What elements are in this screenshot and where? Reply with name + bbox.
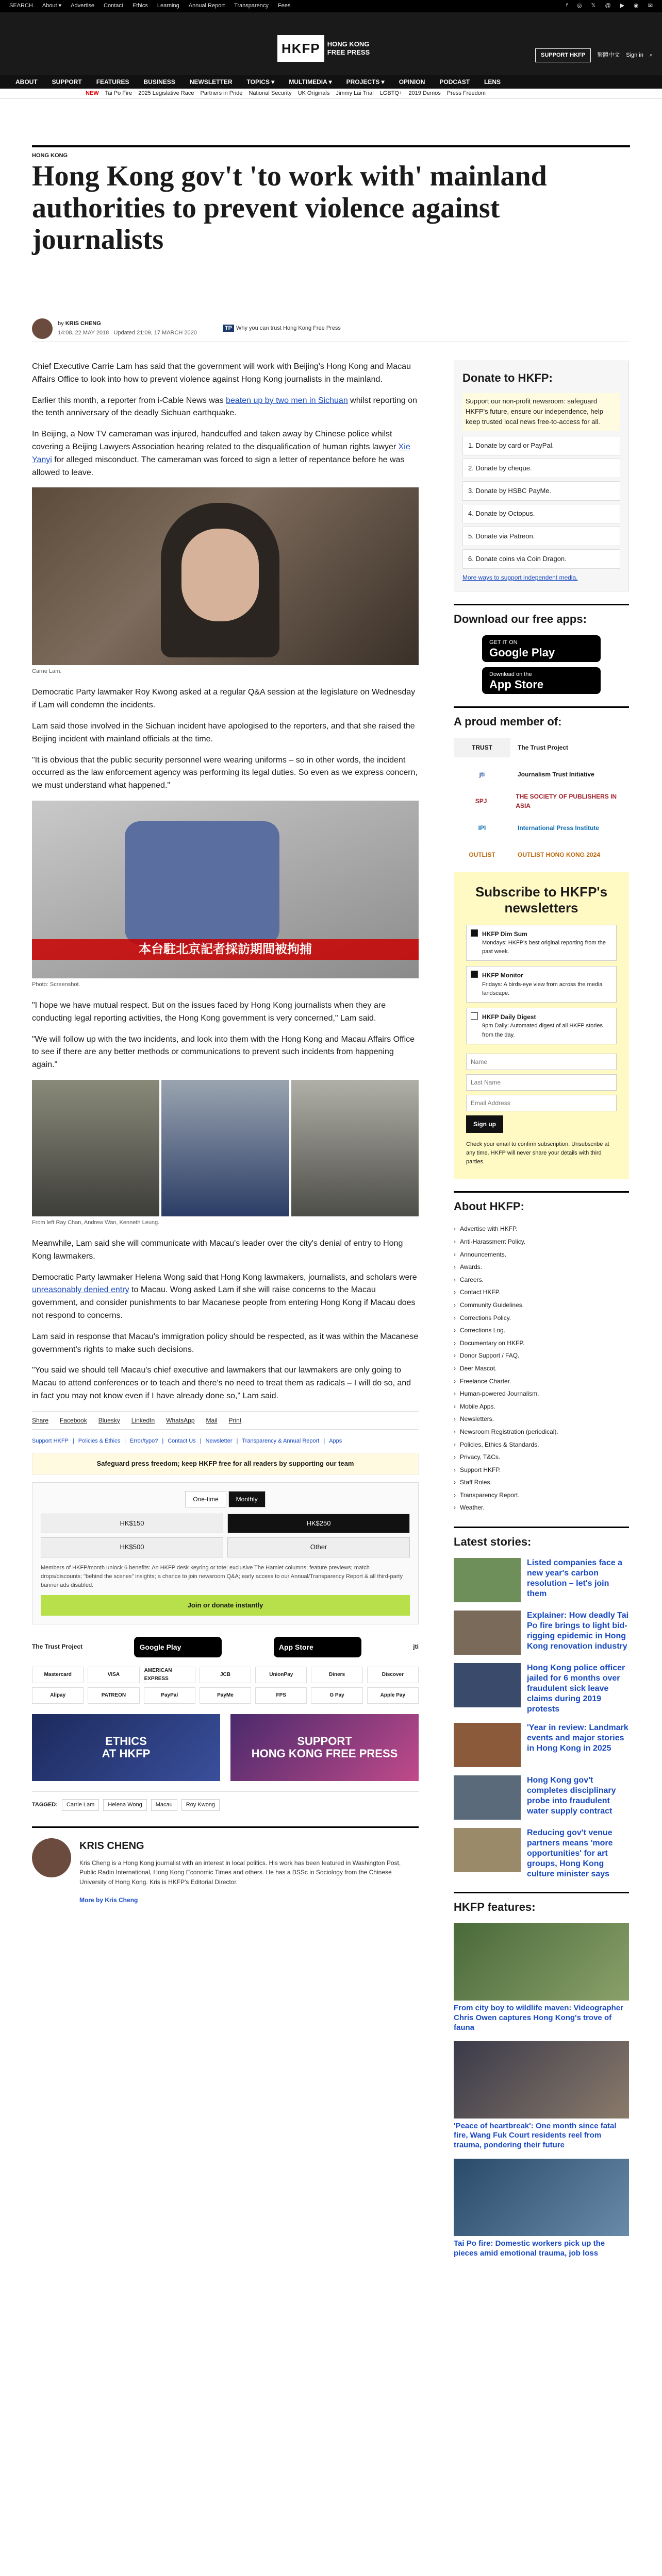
trending-link[interactable]: UK Originals [297,90,330,96]
nav-multimedia[interactable]: MULTIMEDIA ▾ [289,78,332,86]
trending-link[interactable]: 2025 Legislative Race [138,90,194,96]
support-banner[interactable]: SUPPORT HONG KONG FREE PRESS [230,1714,419,1781]
donate-option[interactable]: 6. Donate coins via Coin Dragon. [462,549,620,569]
tags-row: TAGGED: Carrie Lam Helena Wong Macau Roy Kwong [32,1791,419,1811]
latest-heading: Latest stories: [454,1527,629,1551]
paragraph: Earlier this month, a reporter from i-Cable News was beaten up by two men in Sichuan whilst reporting on the tenth anniversary of the deadly Sichuan earthquake. [32,396,418,418]
diners-icon: Diners [311,1667,362,1683]
about-link[interactable]: › Donor Support / FAQ. [454,1349,629,1362]
nav-lens[interactable]: LENS [484,78,501,86]
feature-story[interactable]: Tai Po fire: Domestic workers pick up the pieces amid emotional trauma, job loss [454,2159,629,2259]
story-thumbnail [454,1611,521,1655]
about-heading: About HKFP: [454,1191,629,1215]
membership-note: Members of HKFP/month unlock 6 benefits: An HKFP desk keyring or tote; exclusive The Hamlet columns; feature previews; match drops/discounts; "behind the scenes" insights; a chance to join newsroom Q&A; early access to our Annual/Transparency Report & all third-party banner ads disabled. [41,1564,403,1588]
trust-project-logo[interactable]: The Trust Project [32,1643,83,1651]
more-by-author-link[interactable]: More by Kris Cheng [79,1896,138,1904]
footer-link[interactable]: Support HKFP [32,1438,69,1445]
story-thumbnail [454,1723,521,1767]
about-link[interactable]: › Support HKFP. [454,1464,629,1477]
payment-methods [32,1667,419,1704]
paragraph: "It is obvious that the public security personnel were wearing uniforms – so in other words, the incident occurred as the law enforcement agency was performing its legal duties. So even as we express concern, we must understand what happened." [32,755,418,790]
features-heading: HKFP features: [454,1892,629,1916]
donation-widget [32,1482,419,1624]
more-ways-link[interactable]: More ways to support independent media. [462,574,578,582]
inline-link[interactable]: beaten up by two men in Sichuan [226,396,348,405]
latest-story[interactable]: Hong Kong police officer jailed for 6 months over fraudulent sick leave claims during 2019 protests [454,1663,629,1715]
photo-caption: From left Ray Chan, Andrew Wan, Kenneth Leung. [32,1219,160,1226]
about-list [454,1223,629,1514]
app-store-button[interactable]: App Store [274,1637,361,1657]
tag[interactable]: Roy Kwong [181,1799,220,1811]
feature-image [454,1923,629,2001]
mastercard-icon: Mastercard [32,1667,84,1683]
latest-story[interactable]: Listed companies face a new year's carbon resolution – let's join them [454,1558,629,1602]
jcb-icon: JCB [200,1667,251,1683]
about-link[interactable]: › Freelance Charter. [454,1375,629,1388]
author-avatar [32,1838,71,1877]
paragraph: Lam said those involved in the Sichuan incident have apologised to the reporters, and that she raised the Beijing incident with mainland officials at the time. [32,722,415,743]
inline-link[interactable]: unreasonably denied entry [32,1285,129,1295]
feature-image [454,2041,629,2119]
nav-business[interactable]: BUSINESS [143,78,175,86]
member-item[interactable]: SPJ THE SOCIETY OF PUBLISHERS IN ASIA [475,792,617,810]
share-whatsapp-button[interactable]: WhatsApp [166,1416,195,1424]
google-pay-icon: G Pay [311,1687,362,1704]
member-item[interactable]: OUTLIST OUTLIST HONG KONG 2024 [469,851,601,858]
contact-link[interactable]: Contact [104,3,123,9]
nav-podcast[interactable]: PODCAST [439,78,470,86]
email-icon[interactable]: ✉ [648,3,653,9]
paragraph: "We will follow up with the two incidents, and look into them with the Hong Kong and Macau Affairs Office to see if there are any better methods or communications to prevent such incidents from happening again." [32,1035,415,1070]
jti-logo[interactable]: jti [413,1643,419,1651]
trust-project-icon: TP [223,325,234,332]
paragraph: Chief Executive Carrie Lam has said that the government will work with Beijing's Hong Kong and Macau Affairs Office to look into how to prevent violence against Hong Kong journalists in the mainland. [32,362,411,384]
about-link[interactable]: › Contact HKFP. [454,1286,629,1299]
member-item[interactable]: TRUST The Trust Project [454,738,629,757]
tab-one-time[interactable]: One-time [185,1491,226,1508]
donate-box: Donate to HKFP: Support our non-profit newsroom: safeguard HKFP's future, ensure our independence, help keep trusted local news free-to-access for all. 1. Donate by card or PayPal. 2. Donate by cheque. 3. Donate by HSBC PayMe. 4. Donate by Octopus. 5. Donate via Patreon. 6. Donate coins via Coin Dragon. More ways to support independent media. [454,361,629,591]
about-link[interactable]: › Corrections Log. [454,1324,629,1337]
paragraph: Democratic Party lawmaker Helena Wong said that Hong Kong lawmakers, journalists, and scholars were unreasonably denied entry to Macau. Wong asked Lam if she will raise concerns to the Macau government, and consider punishments to bar Macanese people from entering Hong Kong if Macau does not respond to concerns. [32,1273,417,1320]
newsletter-note: Check your email to confirm subscription. Unsubscribe at any time. HKFP will never share your details with third parties. [466,1141,609,1165]
about-link[interactable]: › Newsletters. [454,1413,629,1426]
share-label[interactable]: Share [32,1416,49,1424]
payme-icon: PayMe [200,1687,251,1704]
amount-option[interactable]: HK$500 [41,1537,223,1557]
trending-link[interactable]: National Security [249,90,292,96]
tag[interactable]: Macau [151,1799,177,1811]
about-link[interactable]: › Awards. [454,1261,629,1274]
print-button[interactable]: Print [228,1416,242,1424]
share-mail-button[interactable]: Mail [206,1416,218,1424]
about-link[interactable]: › Careers. [454,1274,629,1286]
about-link[interactable]: › Anti-Harassment Policy. [454,1235,629,1248]
article-headline: Hong Kong gov't 'to work with' mainland authorities to prevent violence against journalists [32,160,547,256]
about-link[interactable]: › Newsroom Registration (periodical). [454,1426,629,1438]
nav-features[interactable]: FEATURES [96,78,129,86]
author-name[interactable]: KRIS CHENG [79,1840,144,1852]
sidebar [454,361,629,2266]
footer-link[interactable]: Apps [329,1438,342,1445]
paypal-icon: PayPal [144,1687,195,1704]
latest-story[interactable]: Explainer: How deadly Tai Po fire brings to light bid-rigging epidemic in Hong Kong renovation industry [454,1611,629,1655]
about-link[interactable]: › Staff Roles. [454,1476,629,1489]
fps-icon: FPS [255,1687,307,1704]
apps-heading: Download our free apps: [454,604,629,628]
search-icon[interactable]: ⌕ [649,52,653,58]
share-bar [32,1411,419,1430]
unionpay-icon: UnionPay [255,1667,307,1683]
donate-option[interactable]: 4. Donate by Octopus. [462,504,620,523]
patreon-icon: PATREON [88,1687,139,1704]
feature-image [454,2159,629,2236]
ethics-banner[interactable]: ETHICS AT HKFP [32,1714,220,1781]
article-meta: by KRIS CHENG 14:08, 22 MAY 2018 Updated 21:09, 17 MARCH 2020 TP Why you can trust Hong Kong Free Press [32,315,630,342]
main-nav [0,75,662,89]
photo-caption: Photo: Screenshot. [32,981,80,988]
google-play-button[interactable]: Google Play [134,1637,222,1657]
about-link[interactable]: › Mobile Apps. [454,1400,629,1413]
tag[interactable]: Helena Wong [103,1799,146,1811]
newsletter-option[interactable]: HKFP Monitor Fridays: A birds-eye view from across the media landscape. [466,966,617,1003]
article-body [32,361,419,1913]
footer-link[interactable]: Policies & Ethics [78,1438,121,1445]
nav-support[interactable]: SUPPORT [52,78,82,86]
paragraph: Democratic Party lawmaker Roy Kwong asked at a regular Q&A session at the legislature on Wednesday if Lam will condemn the incidents. [32,688,416,710]
photo-caption: Carrie Lam. [32,668,62,675]
latest-story[interactable]: Hong Kong gov't completes disciplinary probe into fraudulent water supply contract [454,1775,629,1820]
transparency-link[interactable]: Transparency [234,3,269,9]
newsletter-signup: Subscribe to HKFP's newsletters HKFP Dim Sum Mondays: HKFP's best original reporting from the past week. HKFP Monitor Fridays: A birds-eye view from across the media landscape. HKFP Daily Digest 9pm Daily: Automated digest of all HKFP stories from the day. Name Last Name Email Address Sign up Check your email to confirm subscription. Unsubscribe at any time. HKFP will never share your details with third parties. [454,872,629,1179]
amex-icon: AMERICAN EXPRESS [144,1667,195,1683]
author-name[interactable]: KRIS CHENG [65,320,101,327]
app-store-button[interactable]: Download on the App Store [482,667,601,694]
updated-date: Updated 21:09, 17 MARCH 2020 [113,329,197,336]
paragraph: In Beijing, a Now TV cameraman was injured, handcuffed and taken away by Chinese police whilst covering a Beijing Lawyers Association hearing related to the disqualification of human rights lawyer Xie Yanyi for alleged misconduct. The cameraman was forced to sign a letter of repentance before he was allowed to leave. [32,430,410,477]
about-link[interactable]: › Deer Mascot. [454,1362,629,1375]
about-link[interactable]: › Community Guidelines. [454,1299,629,1312]
new-badge: NEW [86,90,99,96]
trending-link[interactable]: Partners in Pride [200,90,243,96]
checkbox[interactable] [471,1012,478,1020]
feature-story[interactable]: 'Peace of heartbreak': One month since fatal fire, Wang Fuk Court residents reel from trauma, pondering their future [454,2041,629,2150]
about-menu[interactable]: About ▾ [42,3,62,9]
share-facebook-button[interactable]: Facebook [60,1416,87,1424]
site-header [0,12,662,75]
author-avatar [32,318,53,339]
google-play-button[interactable]: GET IT ON Google Play [482,635,601,662]
share-bluesky-button[interactable]: Bluesky [98,1416,120,1424]
trending-link[interactable]: 2019 Demos [408,90,441,96]
story-thumbnail [454,1775,521,1820]
social-instagram-icon[interactable]: ◎ [577,3,582,9]
category-kicker[interactable]: HONG KONG [32,145,630,160]
utility-bar [0,0,662,12]
social-facebook-icon[interactable]: f [566,3,568,9]
photo-overlay-text: 本台駐北京記者採訪期間被拘捕 [32,939,419,960]
hkfp-logo[interactable]: HKFP HONG KONG FREE PRESS [277,34,385,63]
about-link[interactable]: › Weather. [454,1501,629,1514]
about-link[interactable]: › Advertise with HKFP. [454,1223,629,1235]
visa-icon: VISA [88,1667,139,1683]
search-link[interactable]: SEARCH [9,3,33,9]
screenshot-photo [32,801,419,978]
donate-option[interactable]: 3. Donate by HSBC PayMe. [462,481,620,501]
paragraph: "I hope we have mutual respect. But on the issues faced by Hong Kong journalists when they are conducting legal reporting activities, the Hong Kong government is very concerned," Lam said. [32,1001,386,1023]
sign-in-link[interactable]: Sign in [626,52,643,58]
nav-projects[interactable]: PROJECTS ▾ [346,78,385,86]
nav-about[interactable]: ABOUT [15,78,38,86]
annual-report-link[interactable]: Annual Report [188,3,225,9]
share-linkedin-button[interactable]: LinkedIn [131,1416,155,1424]
about-link[interactable]: › Documentary on HKFP. [454,1337,629,1350]
trending-link[interactable]: Jimmy Lai Trial [336,90,374,96]
about-link[interactable]: › Transparency Report. [454,1489,629,1502]
amount-option[interactable]: HK$150 [41,1514,223,1533]
feature-story[interactable]: From city boy to wildlife maven: Videographer Chris Owen captures Hong Kong's trove of fauna [454,1923,629,2032]
footer-link[interactable]: Transparency & Annual Report [242,1438,320,1445]
members-heading: A proud member of: [454,706,629,731]
join-donate-button[interactable]: Join or donate instantly [41,1595,410,1616]
paragraph: Lam said in response that Macau's immigration policy should be respected, as it was within the Macanese government's rights to make such decisions. [32,1332,419,1354]
alipay-icon: Alipay [32,1687,84,1704]
nav-newsletter[interactable]: NEWSLETTER [189,78,233,86]
trending-link[interactable]: LGBTQ+ [379,90,403,96]
ethics-link[interactable]: Ethics [132,3,148,9]
tab-monthly[interactable]: Monthly [228,1491,266,1508]
footer-links: Support HKFP | Policies & Ethics | Error/typo? | Contact Us | Newsletter | Transparency & Annual Report | Apps [32,1437,419,1446]
author-bio: Kris Cheng is a Hong Kong journalist with an interest in local politics. His work has been featured in Washington Post, Public Radio International, Hong Kong Economic Times and others. He has a BSSc in Sociology from the Chinese University of Hong Kong. Kris is HKFP's Editorial Director. [79,1859,401,1886]
latest-story[interactable]: Reducing gov't venue partners means 'more opportunities' for art groups, Hong Kong culture minister says [454,1828,629,1879]
amount-other[interactable]: Other [227,1537,410,1557]
tag[interactable]: Carrie Lam [62,1799,99,1811]
promo-banners [32,1714,419,1781]
newsletter-option[interactable]: HKFP Dim Sum Mondays: HKFP's best original reporting from the past week. [466,925,617,961]
trust-link[interactable]: TP Why you can trust Hong Kong Free Press [223,324,341,333]
learning-link[interactable]: Learning [157,3,179,9]
member-item[interactable]: jti Journalism Trust Initiative [479,770,594,778]
story-thumbnail [454,1558,521,1602]
discover-icon: Discover [367,1667,419,1683]
nav-topics[interactable]: TOPICS ▾ [246,78,275,86]
first-name-field[interactable] [466,1054,617,1070]
member-item[interactable]: IPI International Press Institute [478,824,600,832]
social-youtube-icon[interactable]: ▶ [620,3,625,9]
fees-link[interactable]: Fees [277,3,291,9]
trending-link[interactable]: Tai Po Fire [105,90,133,96]
about-link[interactable]: › Human-powered Journalism. [454,1387,629,1400]
support-hkfp-button[interactable]: SUPPORT HKFP [535,48,591,62]
amount-option[interactable]: HK$250 [227,1514,410,1533]
apple-pay-icon: Apple Pay [367,1687,419,1704]
story-thumbnail [454,1828,521,1872]
social-x-icon[interactable]: 𝕏 [591,3,596,9]
newsletter-option[interactable]: HKFP Daily Digest 9pm Daily: Automated digest of all HKFP stories from the day. [466,1008,617,1044]
advertise-link[interactable]: Advertise [71,3,95,9]
checkbox[interactable] [471,971,478,978]
donate-option[interactable]: 5. Donate via Patreon. [462,527,620,546]
carrie-lam-photo [32,487,419,665]
partner-logos [32,1637,419,1657]
sign-up-button[interactable]: Sign up [466,1115,503,1133]
language-toggle[interactable]: 繁體中文 [597,52,620,58]
rss-icon[interactable]: ◉ [634,3,639,9]
inline-link[interactable]: Xie Yanyi [32,442,410,464]
about-link[interactable]: › Corrections Policy. [454,1312,629,1325]
paragraph: Meanwhile, Lam said she will communicate with Macau's leader over the city's denial of entry to Hong Kong lawmakers. [32,1239,403,1261]
donate-option[interactable]: 2. Donate by cheque. [462,459,620,478]
footer-link[interactable]: Contact Us [168,1438,196,1445]
checkbox[interactable] [471,929,478,937]
social-threads-icon[interactable]: @ [605,3,611,9]
last-name-field[interactable] [466,1074,617,1091]
footer-link[interactable]: Error/typo? [129,1438,158,1445]
author-box [32,1826,419,1913]
trending-bar [0,89,662,99]
publish-date: 14:08, 22 MAY 2018 [58,329,109,336]
donate-option[interactable]: 1. Donate by card or PayPal. [462,436,620,455]
lawmakers-photo [32,1080,419,1216]
safeguard-banner[interactable]: Safeguard press freedom; keep HKFP free for all readers by supporting our team [32,1453,419,1475]
latest-story[interactable]: 'Year in review: Landmark events and major stories in Hong Kong in 2025 [454,1723,629,1767]
nav-opinion[interactable]: OPINION [399,78,425,86]
about-link[interactable]: › Policies, Ethics & Standards. [454,1438,629,1451]
about-link[interactable]: › Announcements. [454,1248,629,1261]
trending-link[interactable]: Press Freedom [446,90,486,96]
email-field[interactable] [466,1095,617,1111]
footer-link[interactable]: Newsletter [205,1438,233,1445]
paragraph: "You said we should tell Macau's chief executive and lawmakers that our lawmakers are only going to Macau to attend conferences or to teach and there's no need to treat them as radicals – I will do so, and in fact you may not know even if I have already done so," Lam said. [32,1366,411,1401]
story-thumbnail [454,1663,521,1707]
about-link[interactable]: › Privacy, T&Cs. [454,1451,629,1464]
